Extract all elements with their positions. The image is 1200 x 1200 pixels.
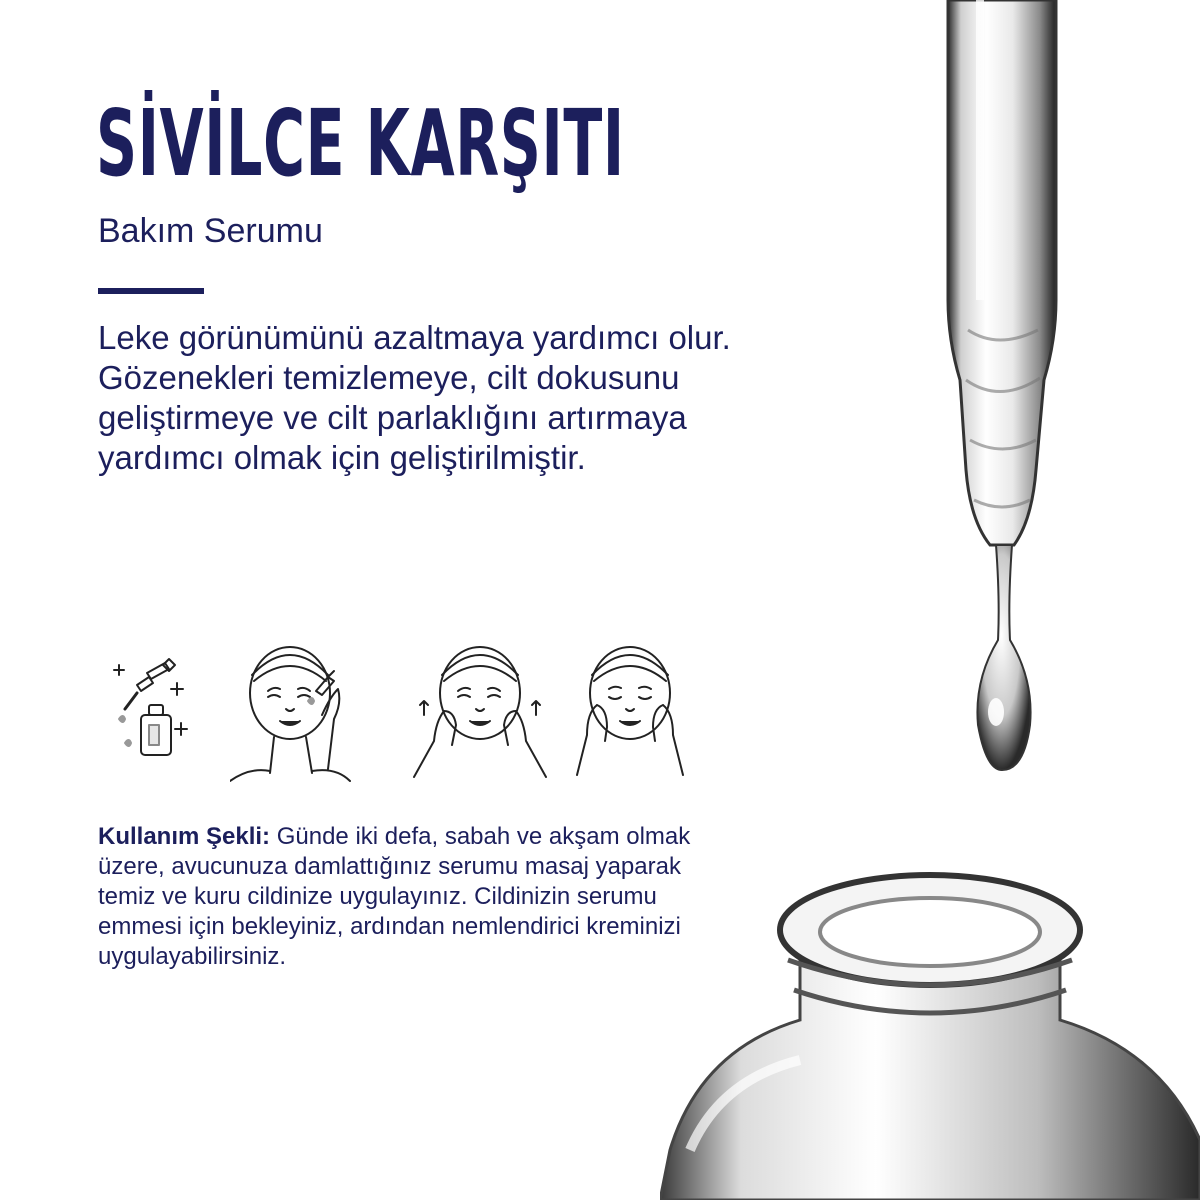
product-title: SİVİLCE KARŞITI (96, 90, 625, 197)
usage-steps (105, 635, 685, 795)
dropper-image (920, 0, 1100, 790)
title-divider (98, 288, 204, 294)
massage-face-icon (410, 635, 550, 785)
usage-label: Kullanım Şekli: (98, 823, 271, 850)
usage-text: Günde iki defa, sabah ve akşam olmak üzere, avucunuza damlattığınız serumu masaj yaparak temiz ve kuru cildinize uygulayınız. Cildinizin serumu emmesi için bekleyiniz, ardından nemlendirici kreminizi uygulayabilirsiniz. (98, 823, 691, 970)
serum-dropper-bottle-icon (105, 635, 195, 765)
apply-serum-face-icon (230, 635, 360, 785)
product-description: Leke görünümünü azaltmaya yardımcı olur. Gözenekleri temizlemeye, cilt dokusunu geliştirmeye ve cilt parlaklığını artırmaya yardımcı olmak için geliştirilmiştir. (98, 319, 731, 476)
usage-instructions (98, 822, 738, 972)
pat-face-icon (575, 635, 685, 785)
serum-bottle-image (660, 850, 1200, 1200)
product-subtitle: Bakım Serumu (98, 212, 323, 250)
